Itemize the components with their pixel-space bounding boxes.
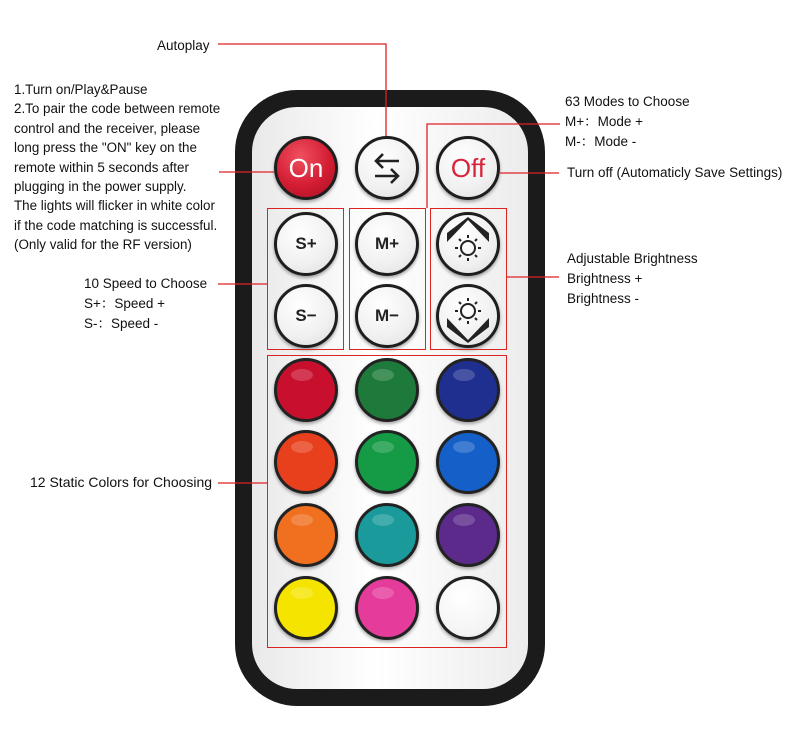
on-description [14, 80, 220, 255]
mode-plus-label: M+ [374, 234, 400, 253]
speed-plus-label: S+ [295, 234, 317, 253]
on-line: plugging in the power supply. [14, 179, 187, 195]
on-button[interactable] [274, 136, 338, 200]
on-line: remote within 5 seconds after [14, 159, 189, 175]
on-line: if the code matching is successful. [14, 217, 218, 233]
brightness-description [567, 249, 698, 309]
mode-frame [349, 208, 426, 350]
colors-frame [267, 355, 507, 648]
speed-minus-label: S− [295, 306, 317, 325]
off-button-label: Off [450, 152, 486, 183]
on-line: (Only valid for the RF version) [14, 237, 192, 253]
autoplay-button[interactable] [355, 136, 419, 200]
brightness-line: Adjustable Brightness [567, 251, 698, 266]
on-line: long press the "ON" key on the [14, 140, 197, 156]
on-line: 1.Turn on/Play&Pause [14, 82, 148, 97]
off-button[interactable] [436, 136, 500, 200]
modes-description [565, 92, 690, 152]
brightness-frame [430, 208, 507, 350]
brightness-line: Brightness - [567, 291, 640, 306]
speed-line: S+：Speed + [84, 296, 166, 311]
speed-frame [267, 208, 344, 350]
off-label: Turn off (Automaticly Save Settings) [567, 165, 783, 180]
brightness-line: Brightness + [567, 271, 643, 286]
autoplay-label: Autoplay [157, 38, 210, 53]
on-button-label: On [288, 152, 324, 183]
speed-line: S-：Speed - [84, 316, 159, 331]
speed-line: 10 Speed to Choose [84, 276, 208, 291]
on-line: control and the receiver, please [14, 120, 201, 136]
colors-label: 12 Static Colors for Choosing [30, 474, 213, 490]
swap-arrows-icon [368, 149, 406, 187]
on-line: 2.To pair the code between remote [14, 101, 221, 117]
mode-minus-label: M− [374, 306, 400, 325]
speed-description [84, 274, 207, 334]
modes-line: 63 Modes to Choose [565, 94, 690, 109]
modes-line: M+：Mode + [565, 114, 644, 129]
modes-line: M-：Mode - [565, 134, 637, 149]
on-line: The lights will flicker in white color [14, 198, 215, 214]
